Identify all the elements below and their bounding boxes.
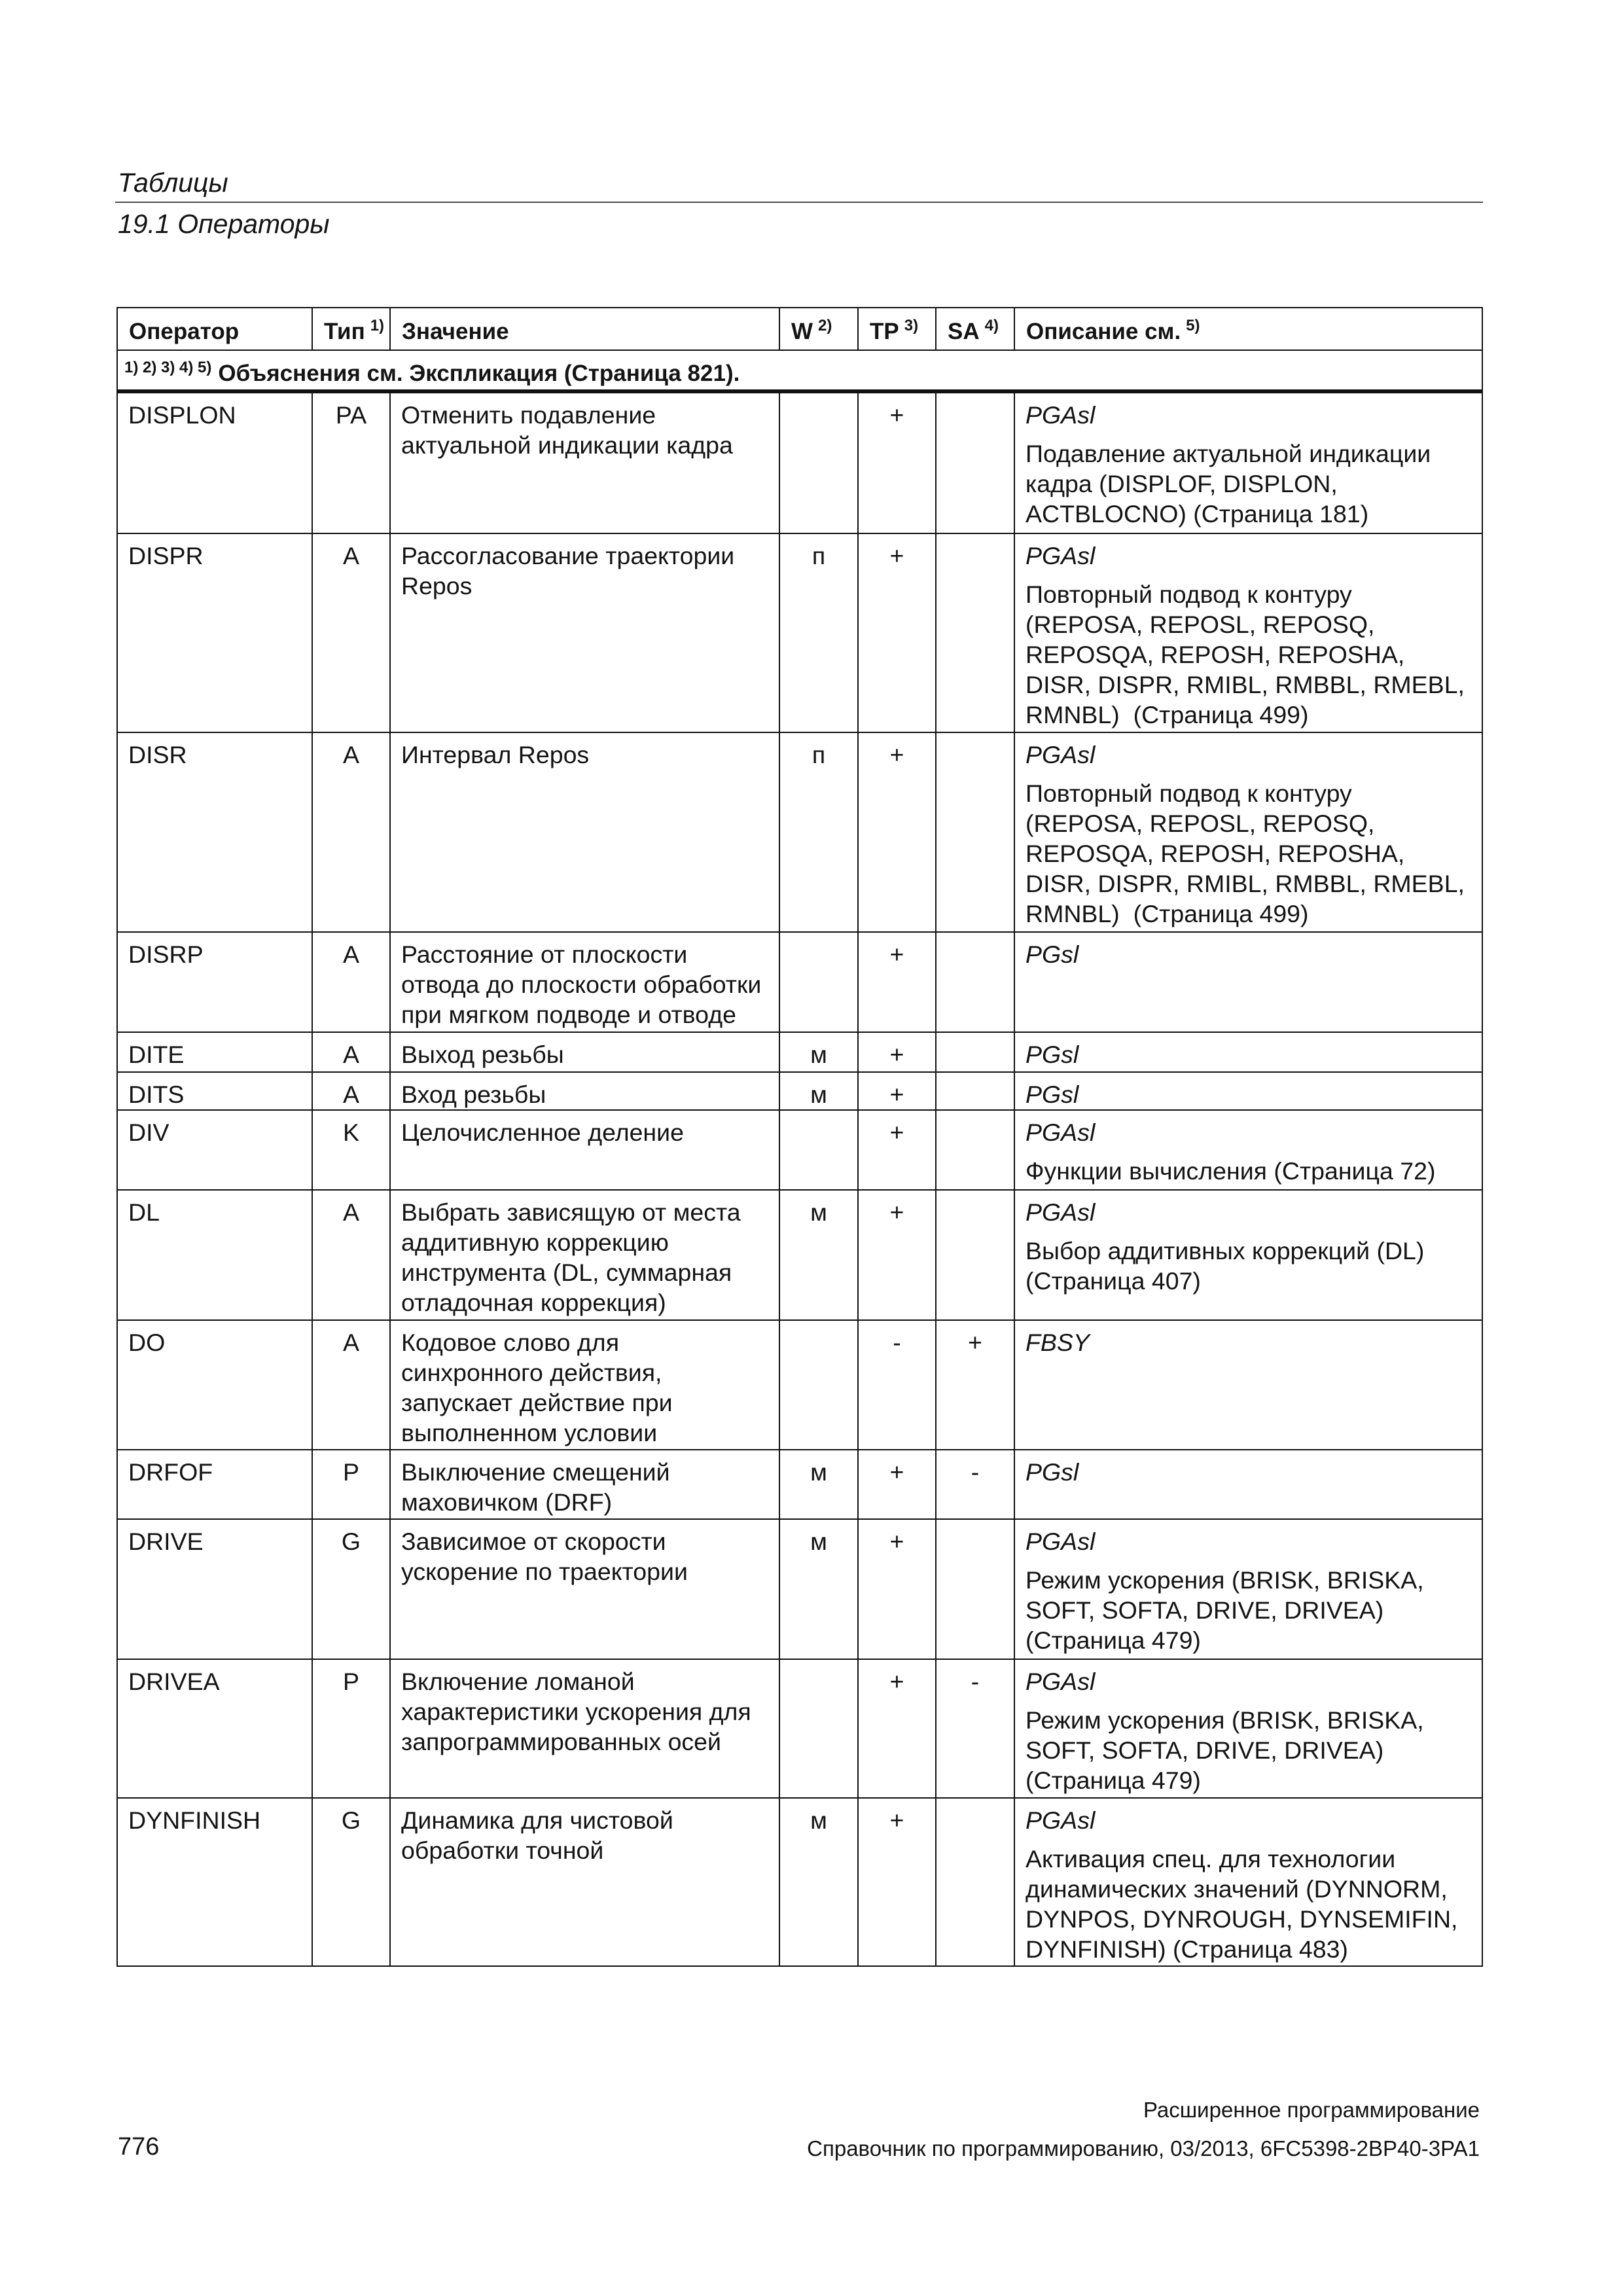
operator-row: [117, 391, 1482, 533]
tp-cell: +: [858, 932, 936, 1032]
description-cell: [1014, 1032, 1482, 1072]
column-label: Значение: [402, 319, 509, 344]
tp-cell: +: [858, 1110, 936, 1190]
description-cell: [1014, 1190, 1482, 1320]
operator-cell: DL: [117, 1190, 312, 1320]
w-cell: п: [779, 533, 858, 732]
footnote-text: Объяснения см. Экспликация (Страница 821).: [218, 361, 740, 386]
column-header-sa: [936, 308, 1014, 350]
operator-row: [117, 1450, 1482, 1519]
column-header-w: [779, 308, 858, 350]
manual-reference: PGAsl: [1026, 1806, 1096, 1834]
operator-row: [117, 1320, 1482, 1450]
operator-cell: DIV: [117, 1110, 312, 1190]
type-cell: A: [312, 1072, 390, 1110]
type-cell: K: [312, 1110, 390, 1190]
description-text: Повторный подвод к контуру (REPOSA, REPOSL, REPOSQ, REPOSQA, REPOSH, REPOSHA, DISR, DISPR, RMIBL, RMBBL, RMEBL, RMNBL) (Страница 499): [1026, 581, 1465, 728]
operator-row: [117, 732, 1482, 932]
sa-cell: +: [936, 1320, 1014, 1450]
type-cell: A: [312, 732, 390, 932]
operator-row: [117, 932, 1482, 1032]
type-cell: A: [312, 1190, 390, 1320]
type-cell: A: [312, 932, 390, 1032]
manual-reference: PGsl: [1026, 1458, 1079, 1486]
tp-cell: +: [858, 732, 936, 932]
operator-row: [117, 1110, 1482, 1190]
manual-reference: FBSY: [1026, 1329, 1090, 1356]
type-cell: A: [312, 1032, 390, 1072]
page-number: 776: [118, 2133, 160, 2161]
operator-row: [117, 1032, 1482, 1072]
footnote-mark: 4): [984, 317, 999, 334]
footnote-mark: 5): [1186, 317, 1200, 334]
operator-row: [117, 1072, 1482, 1110]
operator-cell: DISPR: [117, 533, 312, 732]
meaning-cell: Вход резьбы: [390, 1072, 779, 1110]
meaning-cell: Отменить подавление актуальной индикации кадра: [390, 391, 779, 533]
operator-cell: DITS: [117, 1072, 312, 1110]
meaning-cell: Интервал Repos: [390, 732, 779, 932]
header-rule: [115, 202, 1483, 203]
tp-cell: +: [858, 1450, 936, 1519]
tp-cell: +: [858, 391, 936, 533]
subsection-title: 19.1 Операторы: [118, 209, 330, 239]
sa-cell: [936, 391, 1014, 533]
column-label: Описание см.: [1026, 319, 1181, 344]
tp-cell: +: [858, 1798, 936, 1966]
column-header-meaning: [390, 308, 779, 350]
operator-cell: DRIVE: [117, 1519, 312, 1659]
manual-reference: PGAsl: [1026, 1668, 1096, 1695]
manual-reference: PGAsl: [1026, 1119, 1096, 1146]
description-cell: [1014, 1072, 1482, 1110]
type-cell: P: [312, 1450, 390, 1519]
operator-row: [117, 533, 1482, 732]
column-header-tp: [858, 308, 936, 350]
tp-cell: +: [858, 1032, 936, 1072]
description-cell: [1014, 1110, 1482, 1190]
footer-reference: Справочник по программированию, 03/2013, 6FC5398-2BP40-3PA1: [807, 2136, 1480, 2161]
w-cell: м: [779, 1519, 858, 1659]
type-cell: A: [312, 533, 390, 732]
sa-cell: [936, 1190, 1014, 1320]
sa-cell: [936, 932, 1014, 1032]
w-cell: [779, 1110, 858, 1190]
type-cell: PA: [312, 391, 390, 533]
column-header-description: [1014, 308, 1482, 350]
footer-book-title: Расширенное программирование: [1143, 2098, 1480, 2122]
description-text: Повторный подвод к контуру (REPOSA, REPOSL, REPOSQ, REPOSQA, REPOSH, REPOSHA, DISR, DISPR, RMIBL, RMBBL, RMEBL, RMNBL) (Страница 499): [1026, 780, 1465, 927]
operator-cell: DYNFINISH: [117, 1798, 312, 1966]
footnote-mark: 3): [904, 317, 919, 334]
operator-cell: DO: [117, 1320, 312, 1450]
description-text: Режим ускорения (BRISK, BRISKA, SOFT, SOFTA, DRIVE, DRIVEA) (Страница 479): [1026, 1706, 1424, 1794]
sa-cell: [936, 533, 1014, 732]
w-cell: м: [779, 1032, 858, 1072]
column-label: Оператор: [129, 319, 240, 344]
footnote-mark: 1): [370, 317, 385, 334]
meaning-cell: Расстояние от плоскости отвода до плоскости обработки при мягком подводе и отводе: [390, 932, 779, 1032]
operator-cell: DRFOF: [117, 1450, 312, 1519]
column-label: W: [791, 319, 813, 344]
w-cell: [779, 1320, 858, 1450]
meaning-cell: Рассогласование траектории Repos: [390, 533, 779, 732]
operator-cell: DRIVEA: [117, 1659, 312, 1798]
sa-cell: -: [936, 1659, 1014, 1798]
tp-cell: +: [858, 1072, 936, 1110]
meaning-cell: Выход резьбы: [390, 1032, 779, 1072]
description-cell: [1014, 1798, 1482, 1966]
description-text: Режим ускорения (BRISK, BRISKA, SOFT, SOFTA, DRIVE, DRIVEA) (Страница 479): [1026, 1566, 1424, 1654]
footnote-marks: 1) 2) 3) 4) 5): [124, 359, 212, 376]
table-header-row: [117, 308, 1482, 350]
manual-reference: PGsl: [1026, 941, 1079, 968]
operator-cell: DISRP: [117, 932, 312, 1032]
description-cell: [1014, 1519, 1482, 1659]
meaning-cell: Динамика для чистовой обработки точной: [390, 1798, 779, 1966]
manual-reference: PGAsl: [1026, 1198, 1096, 1226]
w-cell: [779, 391, 858, 533]
w-cell: м: [779, 1190, 858, 1320]
meaning-cell: Выбрать зависящую от места аддитивную коррекцию инструмента (DL, суммарная отладочная коррекция): [390, 1190, 779, 1320]
manual-reference: PGsl: [1026, 1081, 1079, 1108]
sa-cell: [936, 1072, 1014, 1110]
operator-cell: DISPLON: [117, 391, 312, 533]
w-cell: п: [779, 732, 858, 932]
sa-cell: -: [936, 1450, 1014, 1519]
meaning-cell: Зависимое от скорости ускорение по траектории: [390, 1519, 779, 1659]
meaning-cell: Выключение смещений маховичком (DRF): [390, 1450, 779, 1519]
tp-cell: -: [858, 1320, 936, 1450]
type-cell: A: [312, 1320, 390, 1450]
sa-cell: [936, 732, 1014, 932]
manual-reference: PGAsl: [1026, 401, 1096, 429]
description-cell: [1014, 533, 1482, 732]
w-cell: м: [779, 1072, 858, 1110]
operator-row: [117, 1798, 1482, 1966]
column-header-type: [312, 308, 390, 350]
operator-row: [117, 1519, 1482, 1659]
operator-row: [117, 1659, 1482, 1798]
footnote-mark: 2): [818, 317, 832, 334]
column-header-operator: [117, 308, 312, 350]
sa-cell: [936, 1798, 1014, 1966]
description-text: Активация спец. для технологии динамических значений (DYNNORM, DYNPOS, DYNROUGH, DYNSEMIFIN, DYNFINISH) (Страница 483): [1026, 1845, 1458, 1963]
manual-reference: PGsl: [1026, 1041, 1079, 1068]
operator-cell: DISR: [117, 732, 312, 932]
footnote-cell: [117, 350, 1482, 391]
column-label: TP: [870, 319, 899, 344]
tp-cell: +: [858, 1659, 936, 1798]
section-title: Таблицы: [118, 168, 228, 198]
meaning-cell: Кодовое слово для синхронного действия, запускает действие при выполненном условии: [390, 1320, 779, 1450]
sa-cell: [936, 1032, 1014, 1072]
w-cell: м: [779, 1450, 858, 1519]
manual-reference: PGAsl: [1026, 1528, 1096, 1555]
description-cell: [1014, 1659, 1482, 1798]
description-text: Выбор аддитивных коррекций (DL) (Страница 407): [1026, 1237, 1425, 1295]
type-cell: G: [312, 1519, 390, 1659]
description-cell: [1014, 391, 1482, 533]
w-cell: [779, 1659, 858, 1798]
column-label: Тип: [324, 319, 365, 344]
meaning-cell: Целочисленное деление: [390, 1110, 779, 1190]
operator-cell: DITE: [117, 1032, 312, 1072]
tp-cell: +: [858, 533, 936, 732]
tp-cell: +: [858, 1519, 936, 1659]
description-text: Подавление актуальной индикации кадра (DISPLOF, DISPLON, ACTBLOCNO) (Страница 181): [1026, 440, 1431, 528]
sa-cell: [936, 1519, 1014, 1659]
description-text: Функции вычисления (Страница 72): [1026, 1157, 1436, 1185]
operators-table: [116, 307, 1483, 1967]
sa-cell: [936, 1110, 1014, 1190]
footnote-row: [117, 350, 1482, 391]
type-cell: G: [312, 1798, 390, 1966]
tp-cell: +: [858, 1190, 936, 1320]
w-cell: [779, 932, 858, 1032]
type-cell: P: [312, 1659, 390, 1798]
column-label: SA: [948, 319, 980, 344]
description-cell: [1014, 932, 1482, 1032]
operator-row: [117, 1190, 1482, 1320]
manual-reference: PGAsl: [1026, 741, 1096, 768]
description-cell: [1014, 1320, 1482, 1450]
description-cell: [1014, 732, 1482, 932]
description-cell: [1014, 1450, 1482, 1519]
meaning-cell: Включение ломаной характеристики ускорения для запрограммированных осей: [390, 1659, 779, 1798]
manual-reference: PGAsl: [1026, 542, 1096, 569]
w-cell: м: [779, 1798, 858, 1966]
